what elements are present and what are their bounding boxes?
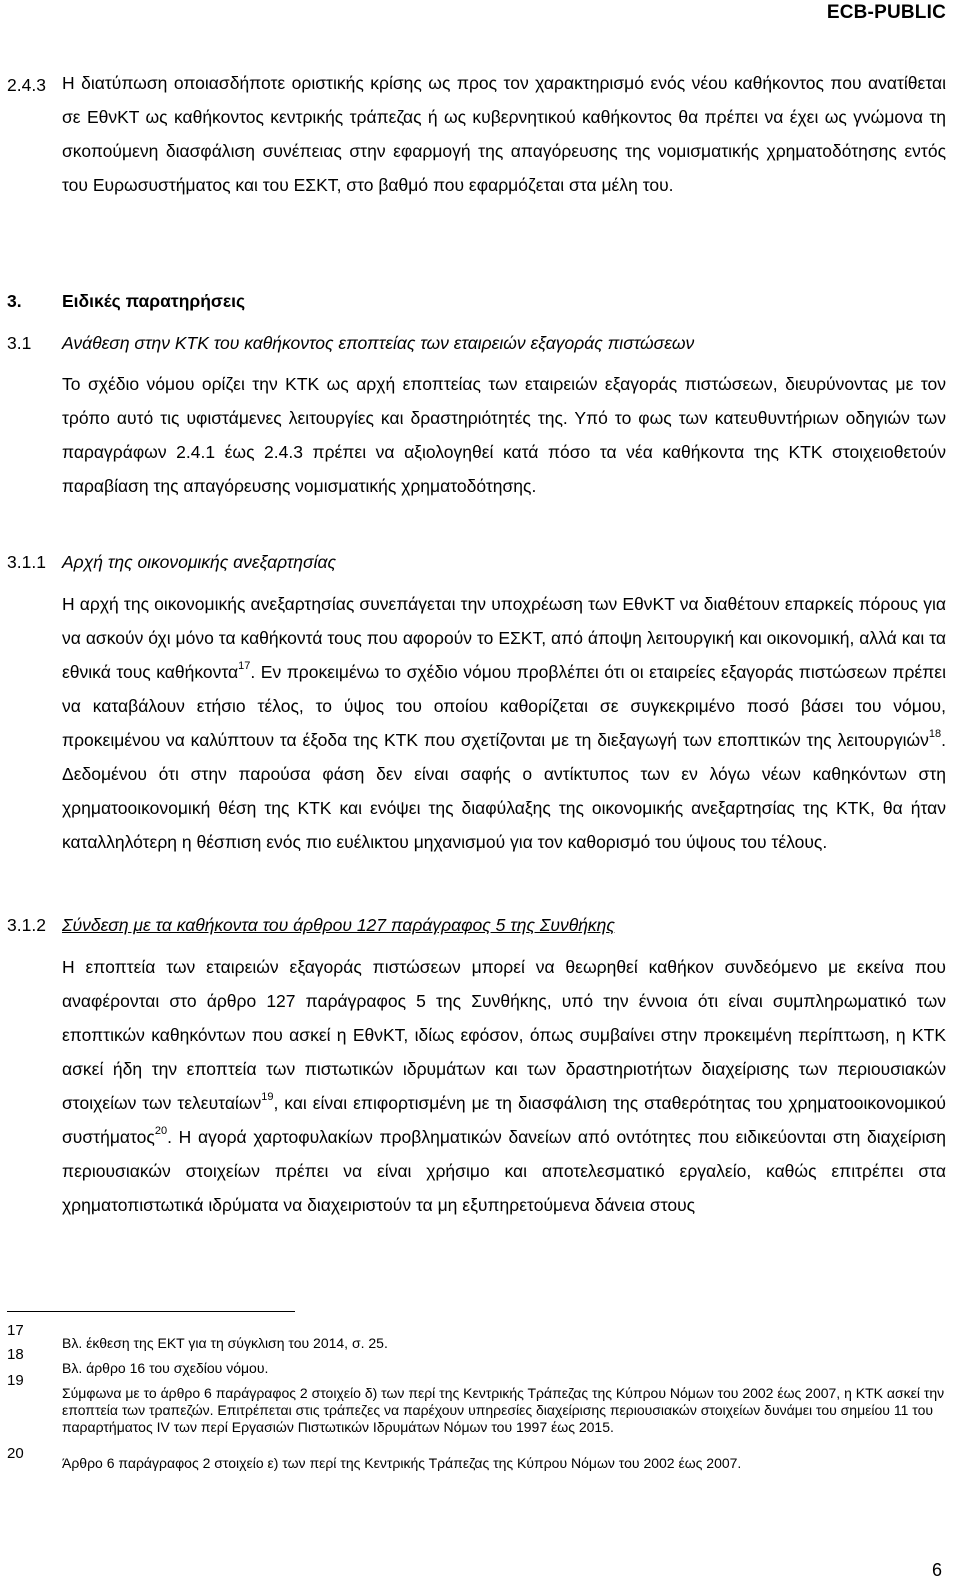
section-number: 2.4.3 <box>7 75 46 95</box>
footnote-text: Σύμφωνα με το άρθρο 6 παράγραφος 2 στοιχείο δ) των περί της Κεντρικής Τράπεζας της Κύπρου Νόμων του 2002 έως 2007, η ΚΤΚ ασκεί την εποπτεία των τραπεζών. Επιτρέπεται στις τράπεζες να παρέχουν υπηρεσίες διαχείρισης περιουσιακών στοιχείων δυνάμει του σημείου 11 του παραρτήματος IV των περί Εργασιών Πιστωτικών Ιδρυμάτων Νόμων του 1997 έως 2015. <box>62 1385 945 1435</box>
footnote-ref[interactable]: 19 <box>261 1091 274 1103</box>
classification-label: ECB-PUBLIC <box>826 2 946 23</box>
paragraph-3-1-1: Η αρχή της οικονομικής ανεξαρτησίας συνεπάγεται την υποχρέωση των ΕθνΚΤ να διαθέτουν επαρκείς πόρους για να ασκούν όχι μόνο τα καθήκοντά τους που αφορούν το ΕΣΚΤ, από άποψη λειτουργική και οικονομική, αλλά και τα εθνικά τους καθήκοντα$^{17}$. Εν προκειμένω το σχέδιο νόμου προβλέπει ότι οι εταιρείες εξαγοράς πιστώσεων πρέπει να καταβάλουν ετήσιο τέλος, το ύψος του οποίου καθορίζεται σε συγκεκριμένο ποσό βάσει του νόμου, προκειμένου να καλύπτουν τα έξοδα της ΚΤΚ που σχετίζονται με τη διεξαγωγή των εποπτικών της λειτουργιών$^{18}$. Δεδομένου ότι στην παρούσα φάση δεν είναι σαφής ο αντίκτυπος των εν λόγω νέων καθηκόντων στη χρηματοοικονομική θέση της ΚΤΚ και ενόψει της διαφύλαξης της οικονομικής ανεξαρτησίας της ΚΤΚ, θα ήταν καταλληλότερη η θέσπιση ενός πιο ευέλικτου μηχανισμού για τον καθορισμό του ύψους του τέλους. <box>62 594 946 852</box>
subsection-title: Αρχή της οικονομικής ανεξαρτησίας <box>62 552 336 572</box>
section-number: 3. <box>7 291 22 311</box>
section-number: 3.1.1 <box>7 552 46 572</box>
paragraph-3-1-2: Η εποπτεία των εταιρειών εξαγοράς πιστώσεων μπορεί να θεωρηθεί καθήκον συνδεόμενο με εκείνα που αναφέρονται στο άρθρο 127 παράγραφος 5 της Συνθήκης, υπό την έννοια ότι είναι συμπληρωματικό των εποπτικών καθηκόντων που ασκεί η ΕθνΚΤ, ιδίως εφόσον, όπως συμβαίνει στην προκειμένη περίπτωση, η ΚΤΚ ασκεί ήδη την εποπτεία των πιστωτικών ιδρυμάτων και των δραστηριοτήτων διαχείρισης των περιουσιακών στοιχείων των τελευταίων$^{19}$, και είναι επιφορτισμένη με τη διασφάλιση της σταθερότητας του χρηματοοικονομικού συστήματος$^{20}$. Η αγορά χαρτοφυλακίων προβληματικών δανείων από οντότητες που ειδικεύονται στη διαχείριση περιουσιακών στοιχείων πρέπει να είναι χρήσιμο και αποτελεσματικό εργαλείο, καθώς επιτρέπει στα χρηματοπιστωτικά ιδρύματα να διαχειριστούν τα μη εξυπηρετούμενα δάνεια στους <box>62 957 946 1215</box>
section-title: Ειδικές παρατηρήσεις <box>62 291 246 311</box>
footnote-ref[interactable]: 17 <box>238 660 251 672</box>
footnote-number: 20 <box>7 1445 24 1462</box>
subsection-title: Σύνδεση με τα καθήκοντα του άρθρου 127 παράγραφος 5 της Συνθήκης <box>62 915 615 935</box>
footnote-text: Άρθρο 6 παράγραφος 2 στοιχείο ε) των περί της Κεντρικής Τράπεζας της Κύπρου Νόμων του 2002 έως 2007. <box>62 1455 742 1471</box>
footnote-number: 18 <box>7 1346 24 1363</box>
footnote-ref[interactable]: 18 <box>928 728 942 740</box>
footnote-ref[interactable]: 20 <box>154 1125 168 1137</box>
paragraph-2-4-3: Η διατύπωση οποιασδήποτε οριστικής κρίσης ως προς τον χαρακτηρισμό ενός νέου καθήκοντος που ανατίθεται σε ΕθνΚΤ ως καθήκοντος κεντρικής τράπεζας ή ως κυβερνητικού καθήκοντος θα πρέπει να έχει ως γνώμονα τη σκοπούμενη διασφάλιση συνέπειας στην εφαρμογή της απαγόρευσης της νομισματικής χρηματοδότησης εντός του Ευρωσυστήματος και του ΕΣΚΤ, στο βαθμό που εφαρμόζεται στα μέλη του. <box>62 73 946 195</box>
footnote-number: 19 <box>7 1372 24 1389</box>
page-number: 6 <box>931 1560 942 1580</box>
paragraph-3-1: Το σχέδιο νόμου ορίζει την ΚΤΚ ως αρχή εποπτείας των εταιρειών εξαγοράς πιστώσεων, διευρύνοντας με τον τρόπο αυτό τις υφιστάμενες λειτουργίες και δραστηριότητές της. Υπό το φως των κατευθυντήριων οδηγιών των παραγράφων 2.4.1 έως 2.4.3 πρέπει να αξιολογηθεί κατά πόσο τα νέα καθήκοντα της ΚΤΚ στοιχειοθετούν παραβίαση της απαγόρευσης νομισματικής χρηματοδότησης. <box>62 374 946 496</box>
footnote-text: Βλ. άρθρο 16 του σχεδίου νόμου. <box>62 1360 269 1376</box>
section-number: 3.1 <box>7 333 32 353</box>
footnote-number: 17 <box>7 1322 24 1339</box>
section-number: 3.1.2 <box>7 915 46 935</box>
subsection-title: Ανάθεση στην ΚΤΚ του καθήκοντος εποπτείας των εταιρειών εξαγοράς πιστώσεων <box>62 333 695 353</box>
footnote-separator <box>7 1311 295 1312</box>
footnote-text: Βλ. έκθεση της ΕΚΤ για τη σύγκλιση του 2014, σ. 25. <box>62 1335 388 1351</box>
